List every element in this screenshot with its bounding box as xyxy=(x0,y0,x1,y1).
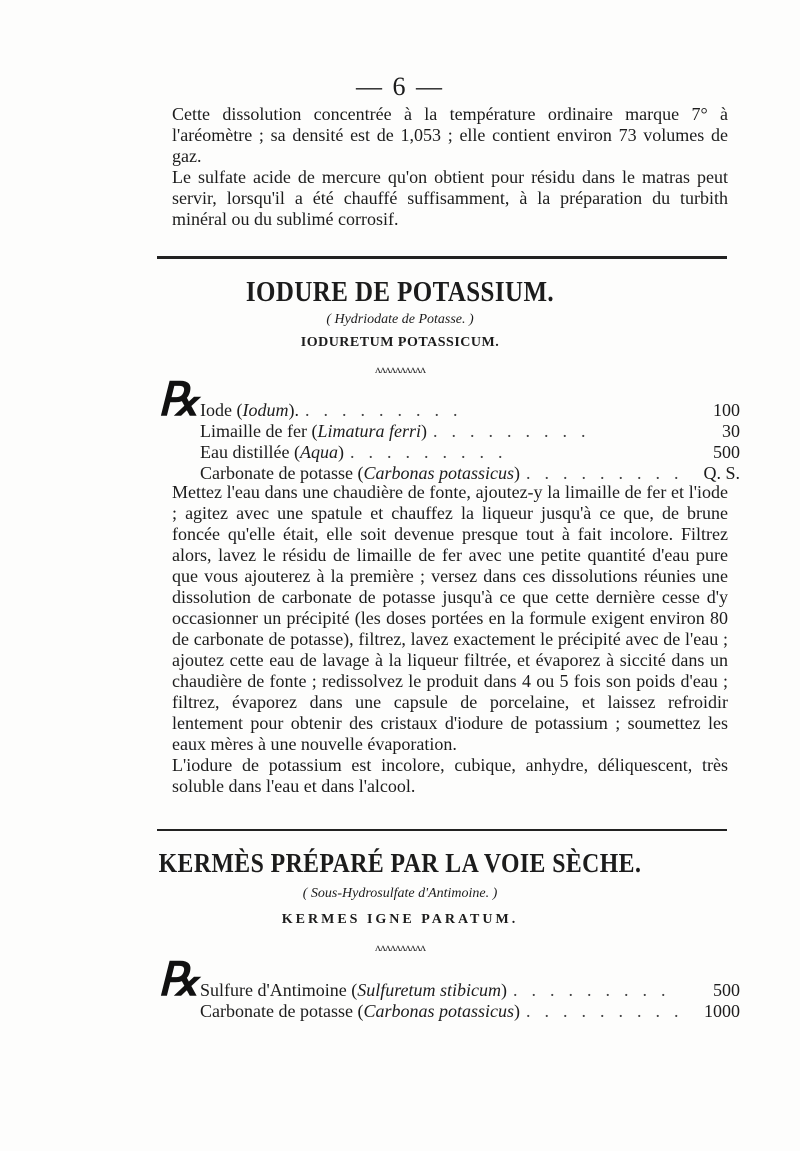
section-title-kermes: KERMÈS PRÉPARÉ PAR LA VOIE SÈCHE. xyxy=(158,848,642,878)
ingredient-name: Carbonate de potasse (Carbonas potassicus) xyxy=(200,463,520,483)
ornament: ʌʌʌʌʌʌʌʌʌʌ xyxy=(375,940,425,954)
intro-paragraph-2: Le sulfate acide de mercure qu'on obtient pour résidu dans le matras peut servir, lorsqu'il a été chauffé suffisamment, à la préparation du turbith minéral ou du sublimé corrosif. xyxy=(172,167,728,229)
ingredient-row: Sulfure d'Antimoine (Sulfuretum stibicum) ......... 500 xyxy=(200,980,740,1000)
ingredient-quantity: 500 xyxy=(713,980,740,1000)
ingredient-name: Sulfure d'Antimoine (Sulfuretum stibicum) xyxy=(200,980,508,1000)
section-synonym-iodure: ( Hydriodate de Potasse. ) xyxy=(326,312,474,327)
body-paragraph-1: Mettez l'eau dans une chaudière de fonte, ajoutez-y la limaille de fer et l'iode ; agitez avec une spatule et chauffez la liqueur jusqu'à ce que, de brune foncée qu'elle était, elle soit devenue presque tout à fait incolore. Filtrez alors, lavez le résidu de limaille de fer avec une petite quantité d'eau pure que vous ajouterez à la première ; versez dans ces dissolutions réunies une dissolution de carbonate de potasse jusqu'à ce que cette dernière cesse d'y occasionner un précipité (les doses portées en la formule exigent environ 80 de carbonate de potasse), filtrez, lavez exactement le précipité avec de l'eau ; ajoutez cette eau de lavage à la liqueur filtrée, et évaporez à siccité dans un chaudière de fonte ; redissolvez le produit dans 4 ou 5 fois son poids d'eau ; filtrez, évaporez dans une capsule de porcelaine, et laissez refroidir lentement pour obtenir des cristaux d'iodure de potassium ; soumettez les eaux mères à une nouvelle évaporation. xyxy=(172,482,728,754)
section-latin-iodure: IODURETUM POTASSICUM. xyxy=(300,335,500,350)
ingredient-quantity: 100 xyxy=(713,400,740,420)
ingredient-row: Limaille de fer (Limatura ferri) ......... 30 xyxy=(200,421,740,441)
intro-paragraph-1: Cette dissolution concentrée à la température ordinaire marque 7° à l'aréomètre ; sa densité est de 1,053 ; elle contient environ 73 volumes de gaz. xyxy=(172,104,728,166)
section-title-iodure: IODURE DE POTASSIUM. xyxy=(245,276,555,308)
ingredient-list-iodure xyxy=(200,400,740,484)
section-synonym-kermes: ( Sous-Hydrosulfate d'Antimoine. ) xyxy=(302,886,498,901)
section-latin-kermes: KERMES IGNE PARATUM. xyxy=(281,912,519,927)
ingredient-list-kermes xyxy=(200,980,740,1022)
section-divider xyxy=(157,829,727,831)
recipe-rx-icon: ℞ xyxy=(158,954,200,1005)
ingredient-quantity: Q. S. xyxy=(703,463,740,483)
intro-text xyxy=(172,104,728,230)
ingredient-name: Carbonate de potasse (Carbonas potassicus) xyxy=(200,1001,520,1021)
ingredient-row: Carbonate de potasse (Carbonas potassicus) ......... 1000 xyxy=(200,1001,740,1021)
ingredient-quantity: 30 xyxy=(722,421,740,441)
ingredient-row: Carbonate de potasse (Carbonas potassicus) ......... Q. S. xyxy=(200,463,740,483)
ingredient-quantity: 1000 xyxy=(704,1001,740,1021)
ornament: ʌʌʌʌʌʌʌʌʌʌ xyxy=(375,362,425,376)
page-number: — 6 — xyxy=(356,72,444,101)
body-paragraph-2: L'iodure de potassium est incolore, cubique, anhydre, déliquescent, très soluble dans l'eau et dans l'alcool. xyxy=(172,755,728,796)
recipe-rx-icon: ℞ xyxy=(158,374,200,425)
ingredient-row: Eau distillée (Aqua) ......... 500 xyxy=(200,442,740,462)
ingredient-name: Iode (Iodum). xyxy=(200,400,299,420)
section-divider xyxy=(157,256,727,259)
ingredient-quantity: 500 xyxy=(713,442,740,462)
ingredient-name: Limaille de fer (Limatura ferri) xyxy=(200,421,427,441)
ingredient-row: Iode (Iodum). ......... 100 xyxy=(200,400,740,420)
section-body-iodure xyxy=(172,482,728,797)
ingredient-name: Eau distillée (Aqua) xyxy=(200,442,344,462)
